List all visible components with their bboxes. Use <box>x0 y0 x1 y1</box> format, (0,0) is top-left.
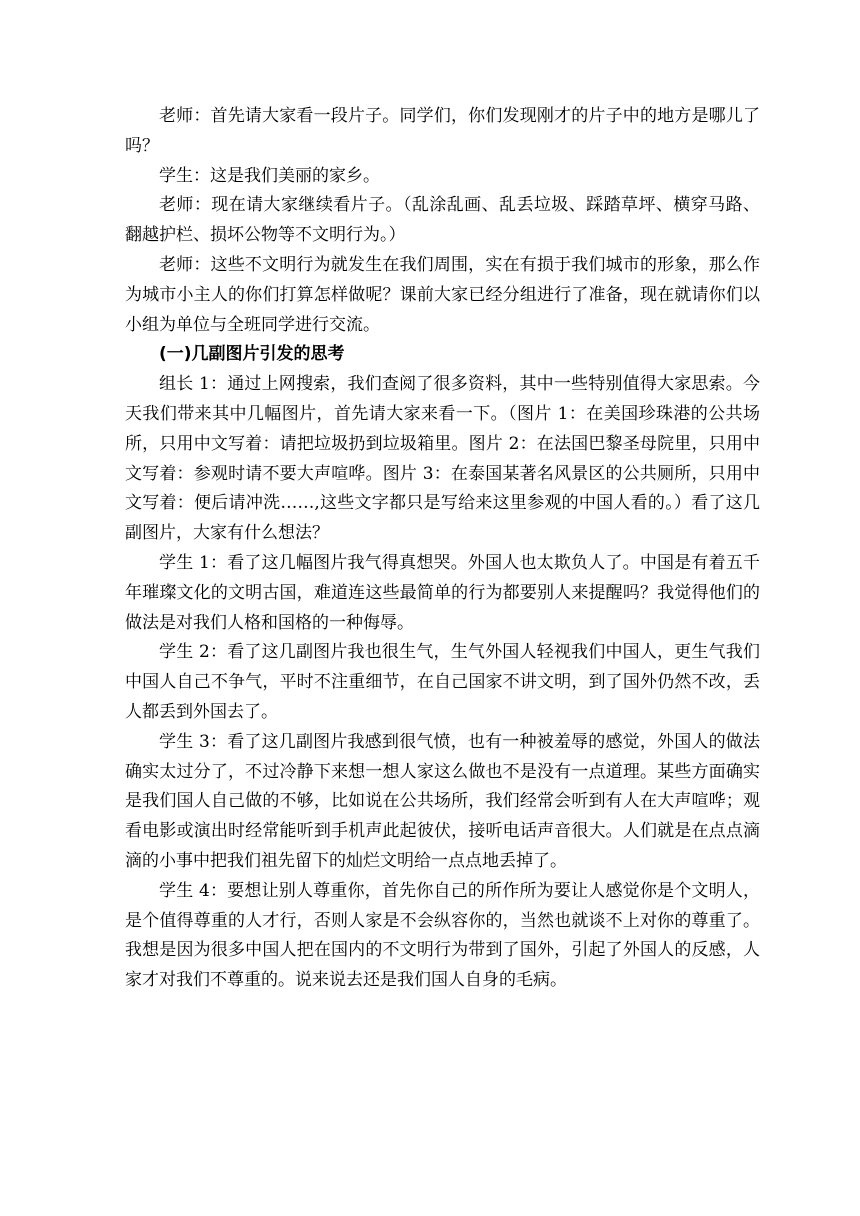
paragraph-student-1: 学生 1：看了这几幅图片我气得真想哭。外国人也太欺负人了。中国是有着五千年璀璨文化的文明古国，难道连这些最简单的行为都要别人来提醒吗？我觉得他们的做法是对我们人格和国格的一种侮辱。 <box>125 552 760 633</box>
document-page <box>125 102 760 996</box>
paragraph-student-2: 学生 2：看了这几副图片我也很生气，生气外国人轻视我们中国人，更生气我们中国人自己不争气，平时不注重细节，在自己国家不讲文明，到了国外仍然不改，丢人都丢到外国去了。 <box>125 642 760 722</box>
paragraph-teacher-intro: 老师：首先请大家看一段片子。同学们，你们发现刚才的片子中的地方是哪儿了吗？ <box>125 106 760 156</box>
paragraph-teacher-question: 老师：这些不文明行为就发生在我们周围，实在有损于我们城市的形象，那么作为城市小主人的你们打算怎样做呢？课前大家已经分组进行了准备，现在就请你们以小组为单位与全班同学进行交流。 <box>125 254 760 335</box>
paragraph-student-reply: 学生：这是我们美丽的家乡。 <box>159 165 380 186</box>
paragraph-student-3: 学生 3：看了这几副图片我感到很气愤，也有一种被羞辱的感觉，外国人的做法确实太过分了，不过冷静下来想一想人家这么做也不是没有一点道理。某些方面确实是我们国人自己做的不够，比如说在公共场所，我们经常会听到有人在大声喧哗；观看电影或演出时经常能听到手机声此起彼伏，接听电话声音很大。人们就是在点点滴滴的小事中把我们祖先留下的灿烂文明给一点点地丢掉了。 <box>125 731 760 871</box>
paragraph-group-leader: 组长 1：通过上网搜索，我们查阅了很多资料，其中一些特别值得大家思索。今天我们带来其中几幅图片，首先请大家来看一下。（图片 1：在美国珍珠港的公共场所，只用中文写着：请把垃圾扔到垃圾箱里。图片 2：在法国巴黎圣母院里，只用中文写着：参观时请不要大声喧哗。图片 3：在泰国某著名风景区的公共厕所，只用中文写着：便后请冲洗……,这些文字都只是写给来这里参观的中国人看的。）看了这几副图片，大家有什么想法？ <box>125 374 760 544</box>
paragraph-teacher-continue: 老师：现在请大家继续看片子。（乱涂乱画、乱丢垃圾、踩踏草坪、横穿马路、翻越护栏、损坏公物等不文明行为。） <box>125 195 760 246</box>
paragraph-student-4: 学生 4：要想让别人尊重你，首先你自己的所作所为要让人感觉你是个文明人，是个值得尊重的人才行，否则人家是不会纵容你的，当然也就谈不上对你的尊重了。我想是因为很多中国人把在国内的不文明行为带到了国外，引起了外国人的反感，人家才对我们不尊重的。说来说去还是我们国人自身的毛病。 <box>125 880 760 991</box>
section-heading: (一)几副图片引发的思考 <box>159 344 345 365</box>
